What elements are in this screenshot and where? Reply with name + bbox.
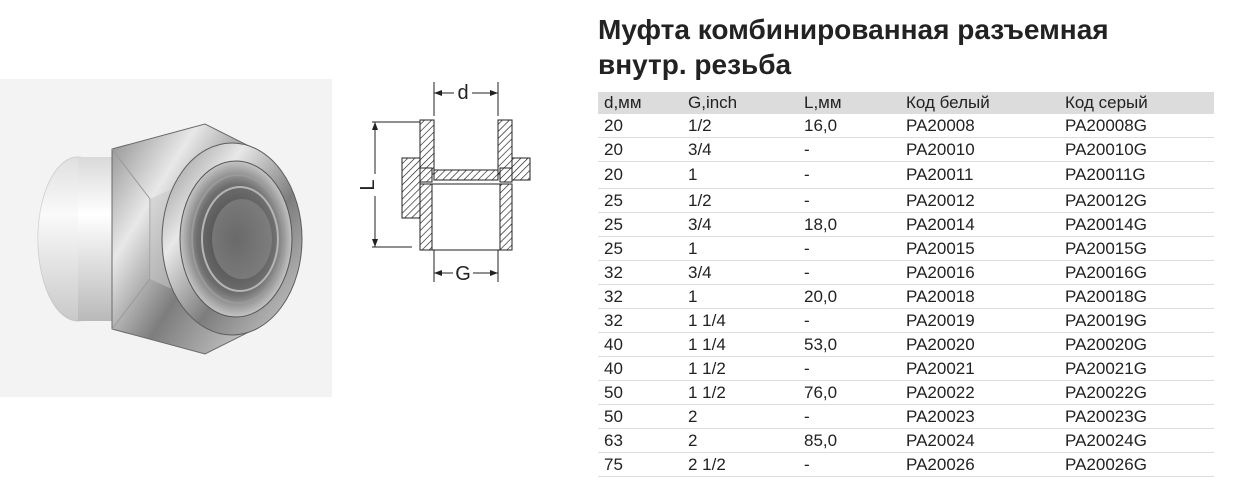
cell-code-grey: PA20015G — [1059, 237, 1214, 261]
header-d: d,мм — [598, 92, 682, 114]
table-row — [598, 162, 1214, 189]
cell-g: 1/2 — [682, 189, 798, 213]
title-line-1: Муфта комбинированная разъемная — [598, 14, 1109, 45]
table-header-row — [598, 92, 1214, 114]
cell-d: 32 — [598, 309, 682, 333]
cell-g: 2 — [682, 429, 798, 453]
cell-code-grey: PA20022G — [1059, 381, 1214, 405]
title-line-2: внутр. резьба — [598, 49, 792, 80]
table-body — [598, 114, 1214, 477]
table-row — [598, 357, 1214, 381]
cell-code-grey: PA20019G — [1059, 309, 1214, 333]
cell-g: 3/4 — [682, 261, 798, 285]
table-row — [598, 237, 1214, 261]
cell-l: - — [798, 309, 900, 333]
table-row — [598, 309, 1214, 333]
product-title — [598, 12, 1228, 82]
cell-l: 85,0 — [798, 429, 900, 453]
dimension-diagram — [352, 72, 542, 292]
cell-d: 50 — [598, 381, 682, 405]
cell-d: 20 — [598, 138, 682, 162]
cell-d: 32 — [598, 261, 682, 285]
cell-code-white: PA20022 — [900, 381, 1059, 405]
header-code-white: Код белый — [900, 92, 1059, 114]
cell-code-white: PA20024 — [900, 429, 1059, 453]
cell-l: - — [798, 261, 900, 285]
cell-l: - — [798, 189, 900, 213]
cell-g: 2 1/2 — [682, 453, 798, 477]
cell-d: 75 — [598, 453, 682, 477]
cell-g: 1 1/4 — [682, 309, 798, 333]
cell-l: 76,0 — [798, 381, 900, 405]
cell-l: 16,0 — [798, 114, 900, 138]
table-row — [598, 189, 1214, 213]
header-g: G,inch — [682, 92, 798, 114]
cell-d: 50 — [598, 405, 682, 429]
cell-code-grey: PA20026G — [1059, 453, 1214, 477]
cell-l: - — [798, 405, 900, 429]
table-row — [598, 213, 1214, 237]
cell-l: - — [798, 138, 900, 162]
cell-code-grey: PA20012G — [1059, 189, 1214, 213]
product-photo — [0, 79, 332, 397]
cell-code-grey: PA20020G — [1059, 333, 1214, 357]
cell-l: - — [798, 453, 900, 477]
table-row — [598, 114, 1214, 138]
cell-g: 3/4 — [682, 213, 798, 237]
cell-d: 25 — [598, 237, 682, 261]
cell-g: 2 — [682, 405, 798, 429]
cell-d: 20 — [598, 114, 682, 138]
cell-g: 1 1/4 — [682, 333, 798, 357]
cell-g: 1 — [682, 285, 798, 309]
cell-code-grey: PA20011G — [1059, 162, 1214, 189]
cell-code-white: PA20016 — [900, 261, 1059, 285]
table-row — [598, 261, 1214, 285]
label-d: d — [457, 82, 469, 104]
cell-d: 63 — [598, 429, 682, 453]
section-drawing — [352, 72, 542, 292]
cell-d: 40 — [598, 333, 682, 357]
cell-d: 25 — [598, 213, 682, 237]
cell-l: 53,0 — [798, 333, 900, 357]
coupling-illustration — [0, 79, 332, 397]
table-row — [598, 405, 1214, 429]
table-row — [598, 429, 1214, 453]
header-l: L,мм — [798, 92, 900, 114]
cell-l: - — [798, 357, 900, 381]
cell-d: 25 — [598, 189, 682, 213]
cell-d: 20 — [598, 162, 682, 189]
cell-code-white: PA20019 — [900, 309, 1059, 333]
header-code-grey: Код серый — [1059, 92, 1214, 114]
cell-l: 20,0 — [798, 285, 900, 309]
cell-code-grey: PA20021G — [1059, 357, 1214, 381]
cell-code-white: PA20020 — [900, 333, 1059, 357]
cell-code-white: PA20010 — [900, 138, 1059, 162]
cell-code-white: PA20026 — [900, 453, 1059, 477]
cell-code-grey: PA20016G — [1059, 261, 1214, 285]
label-l: L — [357, 179, 379, 191]
cell-code-grey: PA20008G — [1059, 114, 1214, 138]
cell-g: 1 — [682, 162, 798, 189]
cell-code-white: PA20015 — [900, 237, 1059, 261]
table-row — [598, 285, 1214, 309]
cell-g: 1 — [682, 237, 798, 261]
table-row — [598, 381, 1214, 405]
cell-g: 1 1/2 — [682, 381, 798, 405]
cell-l: 18,0 — [798, 213, 900, 237]
cell-code-grey: PA20024G — [1059, 429, 1214, 453]
cell-l: - — [798, 162, 900, 189]
cell-code-white: PA20023 — [900, 405, 1059, 429]
table-row — [598, 453, 1214, 477]
cell-d: 40 — [598, 357, 682, 381]
cell-code-white: PA20011 — [900, 162, 1059, 189]
cell-l: - — [798, 237, 900, 261]
spec-table — [598, 92, 1214, 477]
table-row — [598, 138, 1214, 162]
cell-code-grey: PA20023G — [1059, 405, 1214, 429]
cell-code-white: PA20012 — [900, 189, 1059, 213]
cell-code-grey: PA20018G — [1059, 285, 1214, 309]
cell-code-white: PA20008 — [900, 114, 1059, 138]
cell-code-grey: PA20010G — [1059, 138, 1214, 162]
cell-code-grey: PA20014G — [1059, 213, 1214, 237]
table-row — [598, 333, 1214, 357]
cell-code-white: PA20018 — [900, 285, 1059, 309]
cell-g: 1/2 — [682, 114, 798, 138]
label-g: G — [455, 263, 471, 285]
cell-g: 1 1/2 — [682, 357, 798, 381]
cell-d: 32 — [598, 285, 682, 309]
cell-g: 3/4 — [682, 138, 798, 162]
cell-code-white: PA20021 — [900, 357, 1059, 381]
cell-code-white: PA20014 — [900, 213, 1059, 237]
